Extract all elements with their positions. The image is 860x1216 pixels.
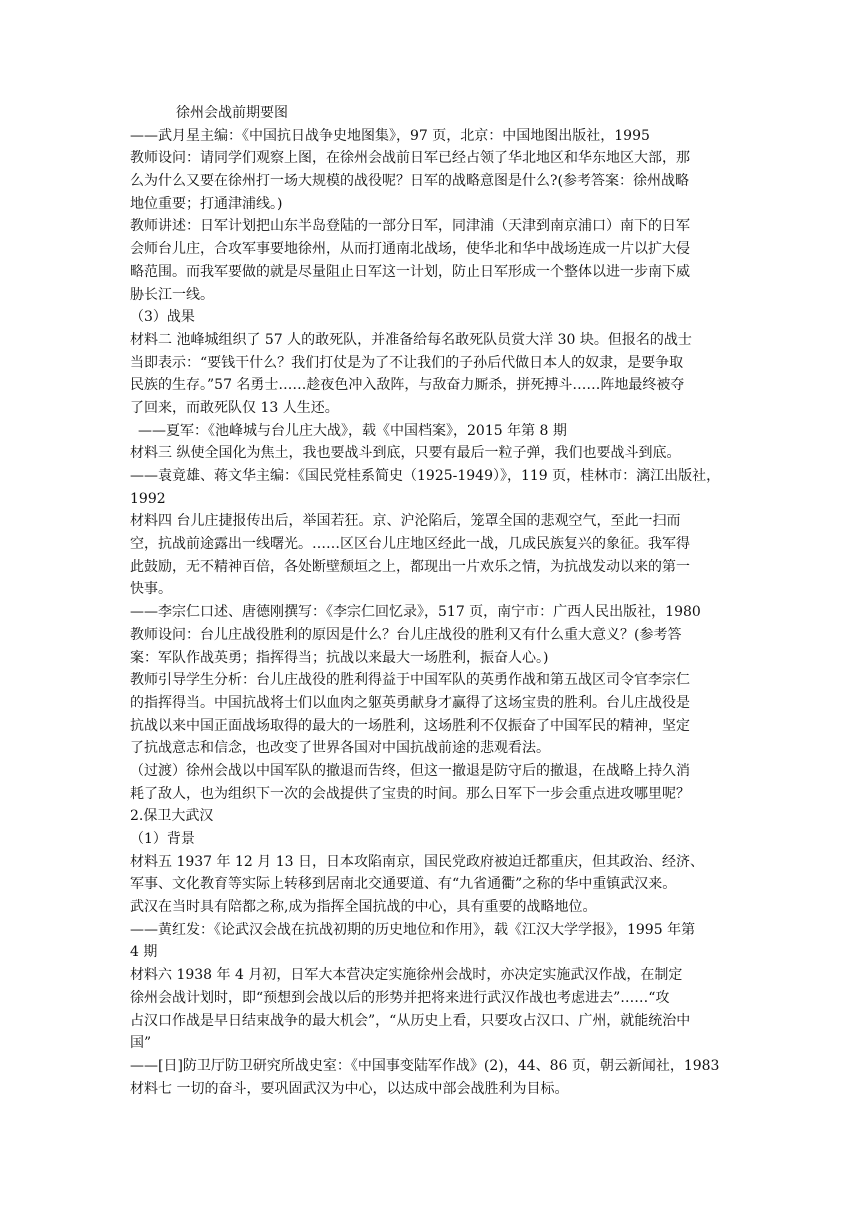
material-line: 快事。 bbox=[130, 581, 172, 598]
material-line: 材料二 池峰城组织了 57 人的敢死队，并准备给每名敢死队员赏大洋 30 块。但报名的战士 bbox=[130, 331, 692, 348]
citation-line: ——袁竟雄、蒋文华主编：《国民党桂系简史（1925-1949）》，119 页，桂林市：漓江出版社， bbox=[130, 468, 721, 484]
material-line: 材料三 纵使全国化为焦土，我也要战斗到底，只要有最后一粒子弹，我们也要战斗到底。 bbox=[130, 445, 681, 462]
material-line: 了回来，而敢死队仅 13 人生还。 bbox=[130, 399, 339, 416]
teacher-lecture-line: 教师讲述：日军计划把山东半岛登陆的一部分日军，同津浦（天津到南京浦口）南下的日军 bbox=[130, 218, 690, 235]
material-line: 军事、文化教育等实际上转移到居南北交通要道、有“九省通衢”之称的华中重镇武汉来。 bbox=[130, 876, 677, 893]
material-line: 民族的生存。”57 名勇士……趁夜色冲入敌阵，与敌奋力厮杀，拼死搏斗……阵地最终被夺 bbox=[130, 377, 685, 394]
material-line: 武汉在当时具有陪都之称,成为指挥全国抗战的中心，具有重要的战略地位。 bbox=[130, 899, 597, 916]
material-line: 材料五 1937 年 12 月 13 日，日本攻陷南京，国民党政府被迫迁都重庆，但其政治、经济、 bbox=[130, 853, 704, 870]
material-line: 空，抗战前途露出一线曙光。……区区台儿庄地区经此一战，几成民族复兴的象征。我军得 bbox=[130, 536, 690, 553]
teacher-lecture-line: 略范围。而我军要做的就是尽量阻止日军这一计划，防止日军形成一个整体以进一步南下威 bbox=[130, 263, 690, 280]
material-line: 此鼓励，无不精神百倍，各处断壁颓垣之上，都现出一片欢乐之情，为抗战发动以来的第一 bbox=[130, 558, 690, 575]
teacher-analysis-line: 了抗战意志和信念，也改变了世界各国对中国抗战前途的悲观看法。 bbox=[130, 740, 550, 757]
material-line: 国” bbox=[130, 1035, 152, 1052]
citation-line: ——[日]防卫厅防卫研究所战史室：《中国事变陆军作战》(2)，44、86 页，朝云新闻社，1983 bbox=[130, 1057, 720, 1074]
citation-line: ——武月星主编：《中国抗日战争史地图集》，97 页，北京：中国地图出版社，1995 bbox=[130, 127, 650, 144]
teacher-analysis-line: 的指挥得当。中国抗战将士们以血肉之躯英勇献身才赢得了这场宝贵的胜利。台儿庄战役是 bbox=[130, 694, 690, 711]
citation-line: ——李宗仁口述、唐德刚撰写：《李宗仁回忆录》，517 页，南宁市：广西人民出版社，1980 bbox=[130, 604, 701, 621]
transition-line: 耗了敌人，也为组织下一次的会战提供了宝贵的时间。那么日军下一步会重点进攻哪里呢？ bbox=[130, 785, 690, 802]
teacher-lecture-line: 胁长江一线。 bbox=[130, 286, 214, 303]
citation-line: 1992 bbox=[130, 490, 166, 507]
citation-line: 4 期 bbox=[130, 944, 158, 961]
material-line: 当即表示：“要钱干什么？我们打仗是为了不让我们的子孙后代做日本人的奴隶，是要争取 bbox=[130, 354, 684, 371]
teacher-question-line: 教师设问：台儿庄战役胜利的原因是什么？台儿庄战役的胜利又有什么重大意义？(参考答 bbox=[130, 626, 682, 643]
material-line: 材料六 1938 年 4 月初，日军大本营决定实施徐州会战时，亦决定实施武汉作战，在制定 bbox=[130, 967, 683, 984]
material-line: 材料四 台儿庄捷报传出后，举国若狂。京、沪沦陷后，笼罩全国的悲观空气，至此一扫而 bbox=[130, 513, 681, 530]
teacher-lecture-line: 会师台儿庄，合攻军事要地徐州，从而打通南北战场，使华北和华中战场连成一片以扩大侵 bbox=[130, 241, 690, 258]
material-line: 徐州会战计划时，即“预想到会战以后的形势并把将来进行武汉作战也考虑进去”……“攻 bbox=[130, 989, 670, 1006]
teacher-question-line: 案：军队作战英勇；指挥得当；抗战以来最大一场胜利，振奋人心。) bbox=[130, 649, 549, 666]
document-page bbox=[130, 102, 730, 1100]
transition-line: （过渡）徐州会战以中国军队的撤退而告终，但这一撤退是防守后的撤退，在战略上持久消 bbox=[130, 762, 690, 779]
section-heading: 2.保卫大武汉 bbox=[130, 808, 214, 825]
citation-line: ——黄红发：《论武汉会战在抗战初期的历史地位和作用》，载《江汉大学学报》，1995 年第 bbox=[130, 921, 696, 938]
teacher-question-line: 地位重要；打通津浦线。) bbox=[130, 195, 283, 212]
section-heading: （3）战果 bbox=[130, 309, 195, 326]
map-caption: 徐州会战前期要图 bbox=[176, 105, 288, 121]
teacher-analysis-line: 教师引导学生分析：台儿庄战役的胜利得益于中国军队的英勇作战和第五战区司令官李宗仁 bbox=[130, 672, 690, 689]
section-heading: （1）背景 bbox=[130, 831, 195, 847]
teacher-question-line: 教师设问：请同学们观察上图，在徐州会战前日军已经占领了华北地区和华东地区大部，那 bbox=[130, 150, 690, 167]
citation-line: ——夏军：《池峰城与台儿庄大战》，载《中国档案》，2015 年第 8 期 bbox=[138, 422, 567, 439]
teacher-question-line: 么为什么又要在徐州打一场大规模的战役呢？日军的战略意图是什么?(参考答案：徐州战略 bbox=[130, 173, 689, 190]
teacher-analysis-line: 抗战以来中国正面战场取得的最大的一场胜利，这场胜利不仅振奋了中国军民的精神，坚定 bbox=[130, 717, 690, 734]
material-line: 占汉口作战是早日结束战争的最大机会”，“从历史上看，只要攻占汉口、广州，就能统治中 bbox=[130, 1012, 691, 1029]
material-line: 材料七 一切的奋斗，要巩固武汉为中心，以达成中部会战胜利为目标。 bbox=[130, 1080, 569, 1097]
